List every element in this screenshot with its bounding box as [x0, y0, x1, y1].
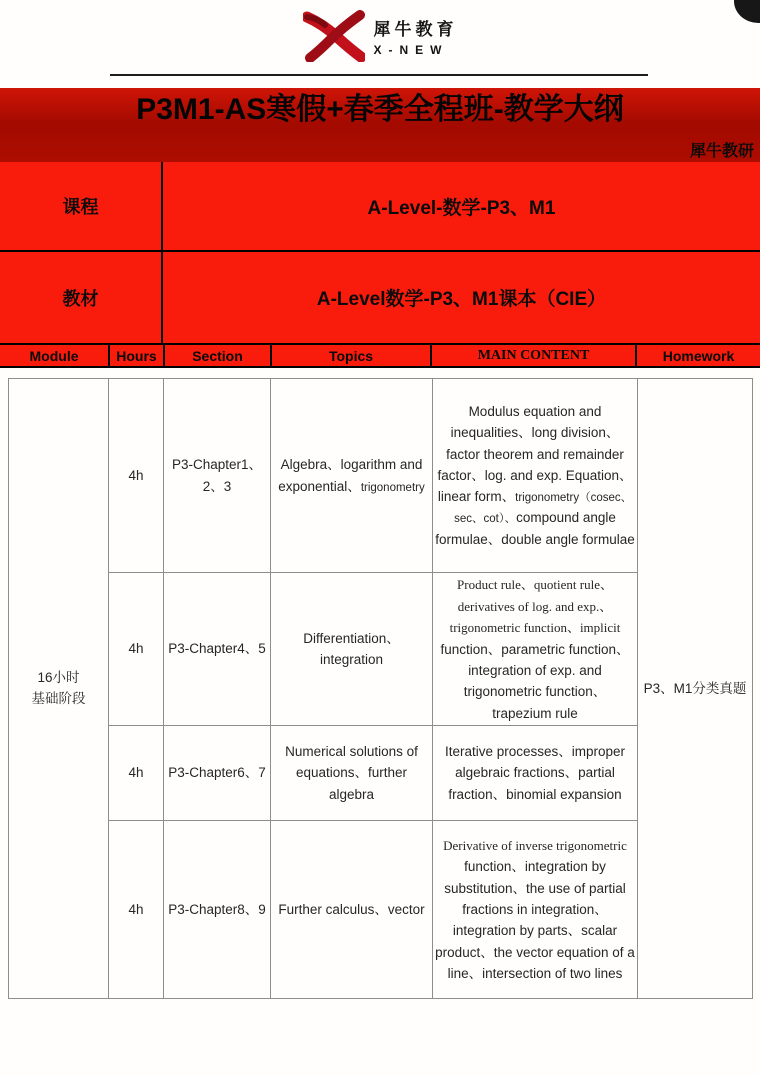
header-logo: [0, 10, 760, 62]
main-content-cell: Derivative of inverse trigonometric function、integration by substitution、the use of partial fractions in integration、integration by parts、scalar product、the vector equation of a line、intersection of two lines: [433, 820, 638, 998]
module-cell: [9, 379, 109, 999]
section-cell: P3-Chapter1、2、3: [164, 379, 271, 573]
textbook-value: A-Level数学-P3、M1课本（CIE）: [316, 289, 607, 310]
main-content-cell: Modulus equation and inequalities、long division、factor theorem and remainder factor、log. and exp. Equation、linear form、trigonometry（cosec、sec、cot）、compound angle formulae、double angle formulae: [433, 379, 638, 573]
hours-cell: 4h: [109, 725, 164, 820]
column-header-homework: Homework: [662, 347, 735, 364]
course-info-table: [0, 162, 760, 345]
column-header-topics: Topics: [272, 345, 432, 366]
column-header-hours: Hours: [110, 345, 165, 366]
section-cell: P3-Chapter6、7: [164, 725, 271, 820]
module-phase-line: 基础阶段: [31, 691, 86, 707]
course-label: 课程: [0, 162, 163, 250]
brand-text: [374, 15, 458, 57]
main-content-cell: Product rule、quotient rule、derivatives of log. and exp.、trigonometric function、implicit function、parametric function、integration of exp. and trigonometric function、trapezium rule: [433, 573, 638, 726]
hours-cell: 4h: [109, 820, 164, 998]
xnew-logo-icon: [303, 10, 365, 62]
column-header-main-content: MAIN CONTENT: [432, 345, 637, 366]
column-header-row: [0, 345, 760, 368]
main-content-cell: Iterative processes、improper algebraic fractions、partial fraction、binomial expansion: [433, 725, 638, 820]
section-cell: P3-Chapter8、9: [164, 820, 271, 998]
table-row: [9, 379, 753, 573]
column-header-module: Module: [0, 345, 110, 366]
brand-name-en: X-NEW: [373, 43, 449, 57]
course-row: [0, 162, 760, 252]
dept-label: 犀牛教研: [689, 143, 754, 160]
title-banner: [0, 88, 760, 162]
textbook-label: 教材: [0, 252, 163, 343]
page-title: P3M1-AS寒假+春季全程班-教学大纲: [136, 93, 624, 126]
header-divider-line: [110, 74, 648, 76]
course-value: A-Level-数学-P3、M1: [367, 197, 556, 219]
textbook-row: [0, 252, 760, 345]
homework-cell: P3、M1分类真题: [638, 379, 753, 999]
topics-cell: Numerical solutions of equations、further algebra: [271, 725, 433, 820]
topics-cell: Algebra、logarithm and exponential、trigonometry: [271, 379, 433, 573]
hours-cell: 4h: [109, 573, 164, 726]
brand-name-cn: 犀牛教育: [373, 20, 458, 39]
column-header-section: Section: [165, 345, 272, 366]
section-cell: P3-Chapter4、5: [164, 573, 271, 726]
topics-cell: Further calculus、vector: [271, 820, 433, 998]
syllabus-table: [8, 378, 753, 999]
topics-cell: Differentiation、integration: [271, 573, 433, 726]
module-hours-line: 16小时: [37, 670, 80, 686]
hours-cell: 4h: [109, 379, 164, 573]
